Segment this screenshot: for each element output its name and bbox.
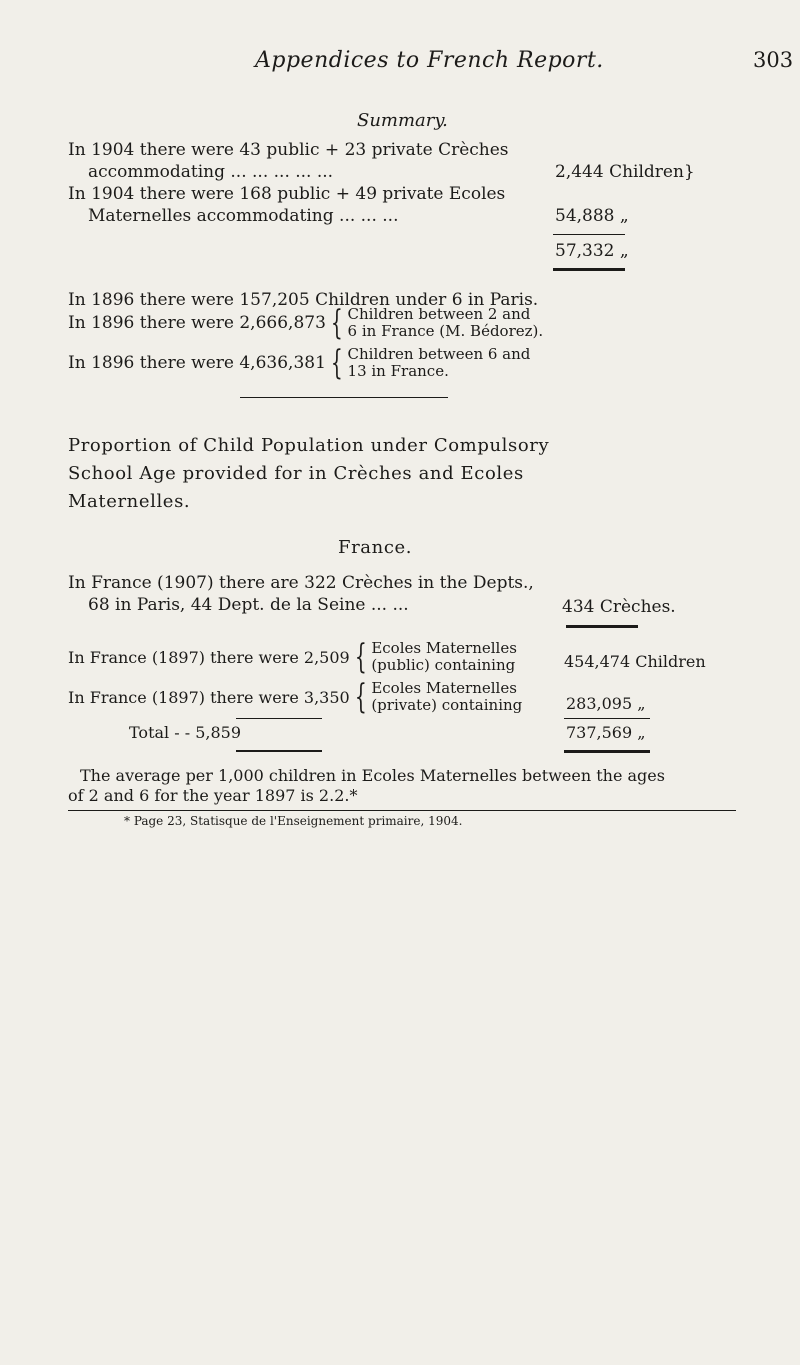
brace-icon: { bbox=[330, 303, 343, 343]
private-brace-bottom: (private) containing bbox=[371, 696, 523, 714]
summary-line-1a: In 1904 there were 43 public + 23 private Crèches bbox=[68, 140, 509, 160]
summary-title: Summary. bbox=[357, 110, 448, 131]
proportion-heading-line-2: School Age provided for in Crèches and Ecoles bbox=[68, 463, 524, 484]
public-line bbox=[68, 637, 517, 677]
summary-value-1: 2,444 Children} bbox=[555, 162, 695, 182]
running-header-title: Appendices to French Report. bbox=[255, 48, 604, 73]
census-line-3-prefix: In 1896 there were 4,636,381 bbox=[68, 353, 326, 373]
creches-line-2: 68 in Paris, 44 Dept. de la Seine ... ... bbox=[88, 595, 409, 615]
section-divider bbox=[240, 397, 448, 398]
private-prefix: In France (1897) there were 3,350 bbox=[68, 687, 350, 707]
census-line-2-prefix: In 1896 there were 2,666,873 bbox=[68, 313, 326, 333]
census-line-3-top: Children between 6 and bbox=[347, 345, 531, 363]
public-value: 454,474 Children bbox=[564, 652, 706, 671]
page-number: 303 bbox=[753, 48, 794, 72]
creches-value: 434 Crèches. bbox=[562, 597, 676, 617]
summary-total: 57,332 „ bbox=[555, 241, 629, 261]
proportion-heading-line-3: Maternelles. bbox=[68, 491, 191, 512]
average-line-2: of 2 and 6 for the year 1897 is 2.2.* bbox=[68, 786, 358, 805]
census-line-3-bottom: 13 in France. bbox=[347, 362, 449, 380]
brace-icon: { bbox=[330, 343, 343, 383]
footnote: * Page 23, Statisque de l'Enseignement primaire, 1904. bbox=[124, 814, 463, 828]
summary-value-2: 54,888 „ bbox=[555, 206, 629, 226]
public-brace-top: Ecoles Maternelles bbox=[371, 639, 517, 657]
summary-line-1b: accommodating ... ... ... ... ... bbox=[88, 162, 334, 182]
brace-icon: { bbox=[354, 677, 367, 717]
census-line-2-brace bbox=[348, 306, 544, 340]
creches-value-rule bbox=[566, 625, 638, 628]
census-line-2-top: Children between 2 and bbox=[347, 305, 531, 323]
census-line-2-bottom: 6 in France (M. Bédorez). bbox=[347, 322, 544, 340]
total-count-rule bbox=[236, 718, 322, 719]
public-brace bbox=[371, 640, 517, 674]
summary-line-2b: Maternelles accommodating ... ... ... bbox=[88, 206, 399, 226]
total-value-double-rule bbox=[564, 750, 650, 753]
total-label: Total - - 5,859 bbox=[129, 723, 242, 742]
summary-total-rule bbox=[553, 268, 625, 271]
private-brace bbox=[371, 680, 522, 714]
proportion-heading-line-1: Proportion of Child Population under Compulsory bbox=[68, 435, 550, 456]
census-line-2 bbox=[68, 303, 544, 343]
summary-line-2a: In 1904 there were 168 public + 49 private Ecoles bbox=[68, 184, 506, 204]
total-value: 737,569 „ bbox=[566, 723, 646, 742]
brace-icon: { bbox=[354, 637, 367, 677]
public-brace-bottom: (public) containing bbox=[371, 656, 516, 674]
private-line bbox=[68, 677, 523, 717]
census-line-3-brace bbox=[348, 346, 531, 380]
total-value-rule-top bbox=[564, 718, 650, 719]
private-brace-top: Ecoles Maternelles bbox=[371, 679, 517, 697]
private-value: 283,095 „ bbox=[566, 694, 646, 713]
country-heading: France. bbox=[338, 537, 413, 558]
census-line-1: In 1896 there were 157,205 Children under 6 in Paris. bbox=[68, 290, 539, 310]
census-line-3 bbox=[68, 343, 531, 383]
public-prefix: In France (1897) there were 2,509 bbox=[68, 647, 350, 667]
creches-line-1: In France (1907) there are 322 Crèches in the Depts., bbox=[68, 573, 534, 593]
average-line-1: The average per 1,000 children in Ecoles Maternelles between the ages bbox=[80, 766, 665, 785]
summary-sum-rule bbox=[553, 234, 625, 235]
footnote-rule bbox=[68, 810, 736, 811]
total-count-double-rule bbox=[236, 750, 322, 752]
